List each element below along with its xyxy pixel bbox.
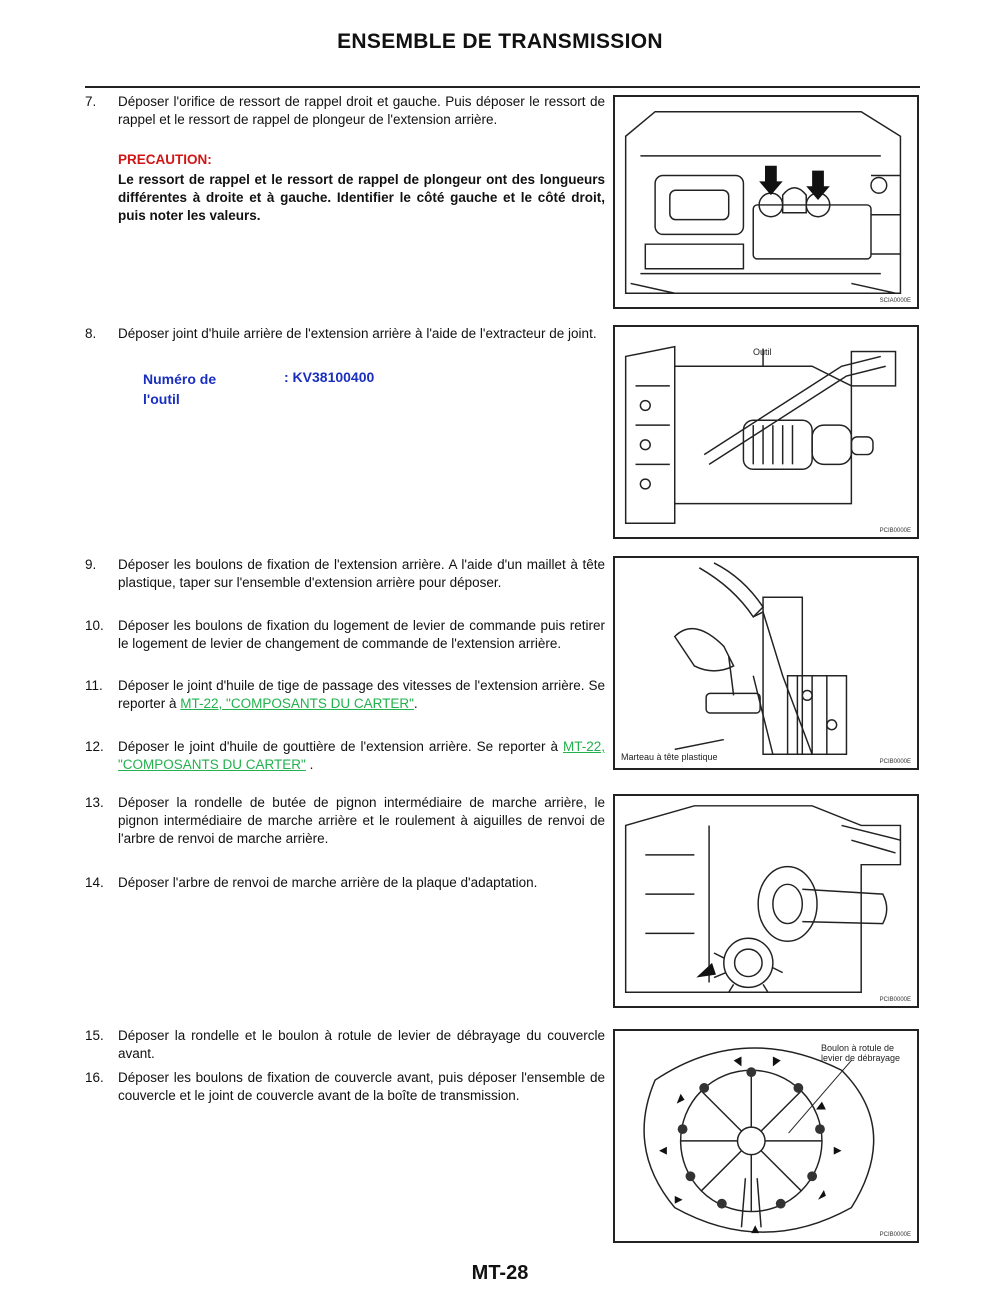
step-number: 15. bbox=[85, 1028, 104, 1043]
figure-return-spring-plugs bbox=[613, 95, 919, 309]
step-number: 13. bbox=[85, 795, 104, 810]
step-11 bbox=[85, 677, 605, 713]
reference-link[interactable]: MT-22, "COMPOSANTS DU CARTER" bbox=[180, 696, 414, 711]
caution-label: PRECAUTION: bbox=[118, 152, 212, 167]
step-text: Déposer les boulons de fixation de l'extension arrière. A l'aide d'un maillet à tête plastique, taper sur l'ensemble d'extension arrière pour déposer. bbox=[118, 557, 605, 590]
release-lever-callout: Boulon à rotule de levier de débrayage bbox=[821, 1043, 901, 1063]
step-8 bbox=[85, 325, 605, 343]
figure-code: SCIA0000E bbox=[879, 298, 911, 304]
transmission-top-illustration bbox=[615, 97, 917, 307]
header-rule bbox=[85, 86, 920, 88]
step-text: Déposer la rondelle de butée de pignon intermédiaire de marche arrière, le pignon intermédiaire de marche arrière et le roulement à aiguilles de renvoi de l'arbre de renvoi de marche arrière. bbox=[118, 795, 605, 846]
step-text-body: Déposer le joint d'huile de gouttière de l'extension arrière. Se reporter à bbox=[118, 739, 563, 754]
figure-code: PCIB0000E bbox=[879, 997, 911, 1003]
caution-text: Le ressort de rappel et le ressort de rappel de plongeur ont des longueurs différentes à droite et à gauche. Identifier le côté gauche et le côté droit, puis noter les valeurs. bbox=[118, 172, 605, 223]
tool-number-value: : KV38100400 bbox=[284, 369, 375, 385]
reverse-idler-gear-illustration bbox=[615, 796, 917, 1006]
step-13 bbox=[85, 794, 605, 848]
page-title: ENSEMBLE DE TRANSMISSION bbox=[337, 30, 663, 53]
step-9 bbox=[85, 556, 605, 592]
step-12 bbox=[85, 738, 605, 774]
step-text-end: . bbox=[413, 696, 418, 711]
step-7 bbox=[85, 93, 605, 129]
step-number: 12. bbox=[85, 739, 104, 754]
mallet-extension-illustration bbox=[615, 558, 917, 768]
figure-code: PCIB0000E bbox=[879, 759, 911, 765]
step-text: Déposer les boulons de fixation de couvercle avant, puis déposer l'ensemble de couvercle et le joint de couvercle avant de la boîte de transmission. bbox=[118, 1070, 605, 1103]
figure-front-cover bbox=[613, 1029, 919, 1243]
step-text-end: . bbox=[305, 757, 314, 772]
step-text: Déposer la rondelle et le boulon à rotule de levier de débrayage du couvercle avant. bbox=[118, 1028, 605, 1061]
step-text: Déposer joint d'huile arrière de l'extension arrière à l'aide de l'extracteur de joint. bbox=[118, 326, 597, 341]
step-text bbox=[118, 738, 605, 774]
step-text: Déposer l'orifice de ressort de rappel droit et gauche. Puis déposer le ressort de rappel et le ressort de rappel de plongeur de l'extension arrière. bbox=[118, 94, 605, 127]
step-15 bbox=[85, 1027, 605, 1063]
step-number: 11. bbox=[85, 678, 103, 693]
step-16 bbox=[85, 1069, 605, 1105]
step-number: 8. bbox=[85, 326, 97, 341]
step-number: 14. bbox=[85, 875, 104, 890]
figure-seal-puller bbox=[613, 325, 919, 539]
figure-code: PCIB0000E bbox=[879, 528, 911, 534]
reference-link[interactable]: MT-22, "COMPOSANTS DU CARTER" bbox=[118, 739, 605, 772]
tool-number-label: Numéro de l'outil bbox=[143, 371, 217, 407]
mallet-callout: Marteau à tête plastique bbox=[621, 752, 718, 762]
step-text: Déposer les boulons de fixation du logement de levier de commande puis retirer le logement de levier de changement de commande de l'extension arrière. bbox=[118, 618, 605, 651]
step-14 bbox=[85, 874, 605, 892]
figure-plastic-mallet bbox=[613, 556, 919, 770]
step-number: 7. bbox=[85, 94, 97, 109]
step-number: 9. bbox=[85, 557, 97, 572]
tool-callout: Outil bbox=[753, 347, 772, 357]
figure-reverse-idler bbox=[613, 794, 919, 1008]
step-text bbox=[118, 677, 605, 713]
step-text: Déposer l'arbre de renvoi de marche arrière de la plaque d'adaptation. bbox=[118, 875, 538, 890]
step-number: 16. bbox=[85, 1070, 104, 1085]
figure-code: PCIB0000E bbox=[879, 1232, 911, 1238]
step-10 bbox=[85, 617, 605, 653]
step-text-body: Déposer le joint d'huile de tige de passage des vitesses de l'extension arrière. Se reporter à bbox=[118, 678, 605, 711]
rear-extension-tool-illustration bbox=[615, 327, 917, 537]
step-number: 10. bbox=[85, 618, 104, 633]
page-number: MT-28 bbox=[471, 1262, 529, 1284]
